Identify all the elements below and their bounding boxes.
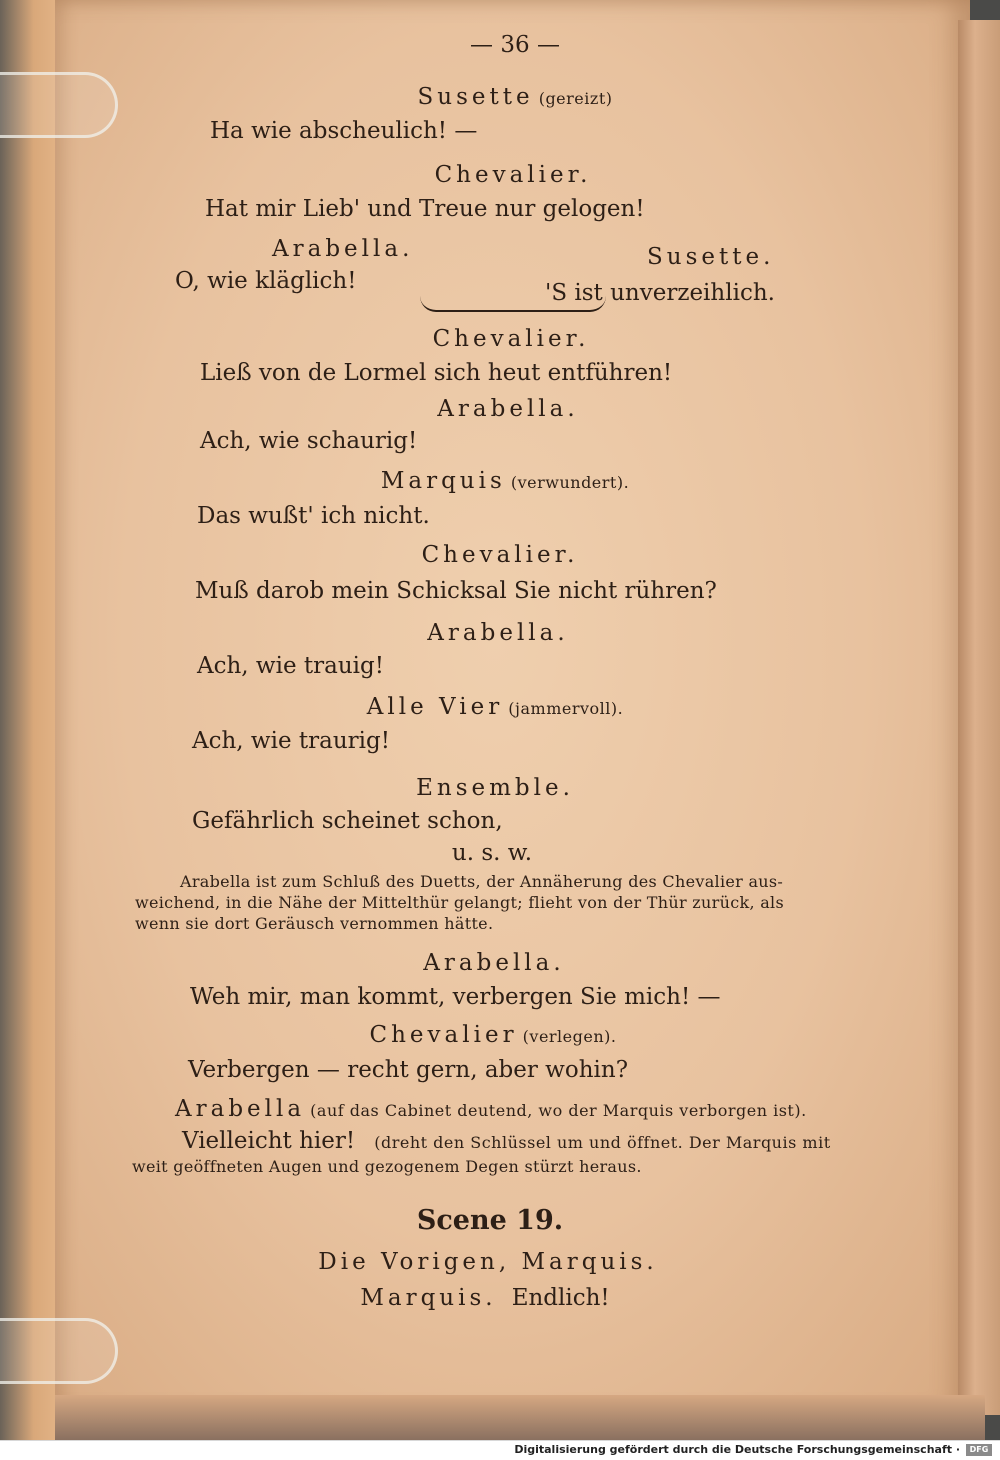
dialogue-line: Vielleicht hier! bbox=[182, 1128, 356, 1154]
dialogue-line: Gefährlich scheinet schon, bbox=[192, 808, 503, 834]
stage-direction: (dreht den Schlüssel um und öffnet. Der Marquis mit bbox=[374, 1133, 831, 1152]
stage-direction: wenn sie dort Geräusch vernommen hätte. bbox=[135, 914, 494, 933]
speaker-name: Marquis bbox=[380, 468, 506, 494]
stage-direction: (jammervoll). bbox=[508, 699, 624, 718]
dialogue-line: Ließ von de Lormel sich heut entführen! bbox=[200, 360, 673, 386]
dialogue-line: Ach, wie traurig! bbox=[192, 728, 390, 754]
speaker-line bbox=[360, 1285, 609, 1311]
speaker-name: Susette. bbox=[647, 244, 775, 270]
dialogue-line: Endlich! bbox=[511, 1285, 610, 1311]
funding-footer bbox=[0, 1440, 1000, 1460]
speaker-line bbox=[367, 694, 623, 720]
page-number: — 36 — bbox=[470, 32, 560, 58]
dialogue-line: Ach, wie trauig! bbox=[197, 653, 384, 679]
speaker-line bbox=[370, 1022, 617, 1048]
speaker-line bbox=[418, 84, 613, 110]
stage-direction: (auf das Cabinet deutend, wo der Marquis verborgen ist). bbox=[310, 1101, 807, 1120]
speaker-name: Chevalier. bbox=[432, 326, 590, 352]
speaker-name: Susette bbox=[417, 84, 534, 110]
speaker-name: Arabella. bbox=[427, 620, 569, 646]
speaker-line bbox=[381, 468, 629, 494]
dialogue-line: Ha wie abscheulich! — bbox=[210, 118, 478, 144]
stage-direction: (verlegen). bbox=[522, 1027, 617, 1046]
dialogue-line: Muß darob mein Schicksal Sie nicht rühren? bbox=[195, 578, 717, 604]
speaker-line bbox=[175, 1096, 807, 1122]
dialogue-line: Hat mir Lieb' und Treue nur gelogen! bbox=[205, 196, 645, 222]
stage-direction: weichend, in die Nähe der Mittelthür gelangt; flieht von der Thür zurück, als bbox=[135, 893, 784, 912]
funding-notice: Digitalisierung gefördert durch die Deutsche Forschungsgemeinschaft · bbox=[514, 1443, 960, 1456]
stage-direction: (gereizt) bbox=[538, 89, 613, 108]
speaker-name: Arabella bbox=[175, 1096, 306, 1122]
dfg-logo: DFG bbox=[966, 1444, 992, 1456]
speaker-name: Chevalier. bbox=[421, 542, 579, 568]
stage-direction: weit geöffneten Augen und gezogenem Degen stürzt heraus. bbox=[132, 1157, 642, 1176]
speaker-name: Arabella. bbox=[272, 236, 414, 262]
dialogue-line: Verbergen — recht gern, aber wohin? bbox=[188, 1057, 629, 1083]
dialogue-line: Weh mir, man kommt, verbergen Sie mich! — bbox=[190, 984, 721, 1010]
speaker-name: Marquis. bbox=[360, 1285, 497, 1311]
dialogue-line: 'S ist unverzeihlich. bbox=[545, 280, 775, 306]
speaker-name: Chevalier bbox=[369, 1022, 518, 1048]
speaker-name: Chevalier. bbox=[434, 162, 592, 188]
stage-direction: (verwundert). bbox=[510, 473, 630, 492]
scene-title: Scene 19. bbox=[416, 1205, 564, 1236]
speaker-name: Ensemble. bbox=[416, 775, 574, 801]
dialogue-line: Das wußt' ich nicht. bbox=[197, 503, 430, 529]
scene-cast: Die Vorigen, Marquis. bbox=[318, 1249, 658, 1275]
speaker-line bbox=[182, 1128, 831, 1154]
speaker-name: Arabella. bbox=[423, 950, 565, 976]
dialogue-line: O, wie kläglich! bbox=[175, 268, 357, 294]
dialogue-line: u. s. w. bbox=[451, 840, 533, 866]
stage-direction: Arabella ist zum Schluß des Duetts, der Annäherung des Chevalier aus- bbox=[180, 872, 784, 891]
speaker-name: Arabella. bbox=[437, 396, 579, 422]
speaker-name: Alle Vier bbox=[366, 694, 504, 720]
dialogue-line: Ach, wie schaurig! bbox=[200, 428, 418, 454]
